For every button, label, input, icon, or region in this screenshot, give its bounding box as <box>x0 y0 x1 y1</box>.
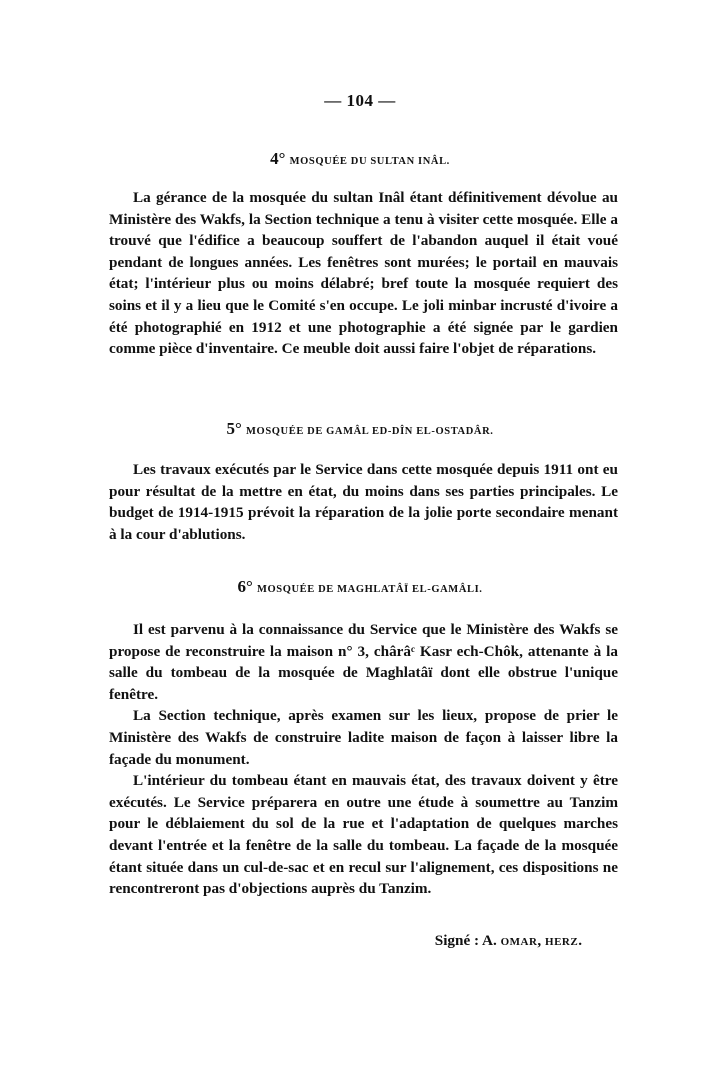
paragraph: Il est parvenu à la connaissance du Service que le Ministère des Wakfs se propose de reconstruire la maison n° 3, chârâᶜ Kasr ech-Chôk, attenante à la salle du tombeau de la mosquée de Maghlatâï dont elle obstrue l'unique fenêtre. <box>109 621 618 703</box>
section-heading-number: 6° <box>237 577 253 596</box>
section-body-4 <box>109 187 618 360</box>
signature-name-herz: HERZ <box>545 936 579 948</box>
page-number: — 104 — <box>324 91 396 110</box>
section-heading-number: 4° <box>270 149 286 168</box>
signature: Signé : A. OMAR, HERZ. <box>434 932 582 949</box>
section-heading-5 <box>0 419 720 439</box>
paragraph: L'intérieur du tombeau étant en mauvais état, des travaux doivent y être exécutés. Le Service préparera en outre une étude à soumettre au Tanzim pour le déblaiement du sol de la rue et l'adaptation de quelques marches devant l'entrée et la fenêtre de la salle du tombeau. La façade de la mosquée étant située dans un cul-de-sac et en recul sur l'alignement, ces dispositions ne rencontreront pas d'objections auprès du Tanzim. <box>109 772 618 898</box>
paragraph: Les travaux exécutés par le Service dans cette mosquée depuis 1911 ont eu pour résultat de la mettre en état, du moins dans ses parties principales. Le budget de 1914-1915 prévoit la réparation de la jolie porte secondaire menant à la cour d'ablutions. <box>109 461 618 543</box>
section-heading-6 <box>0 577 720 597</box>
paragraph: La gérance de la mosquée du sultan Inâl étant définitivement dévolue au Ministère des Wakfs, la Section technique a tenu à visiter cette mosquée. Elle a trouvé que l'édifice a beaucoup souffert de l'abandon auquel il était voué pendant de longues années. Les fenêtres sont murées; le portail en mauvais état; l'intérieur plus ou moins délabré; bref toute la mosquée requiert des soins et il y a lieu que le Comité s'en occupe. Le joli minbar incrusté d'ivoire a été photographié en 1912 et une photographie a été signée par le gardien comme pièce d'inventaire. Ce meuble doit aussi faire l'objet de réparations. <box>109 189 618 358</box>
section-body-6 <box>109 619 618 900</box>
section-heading-title: MOSQUÉE DE MAGHLATÂÏ EL-GAMÂLI. <box>257 584 483 595</box>
paragraph: La Section technique, après examen sur les lieux, propose de prier le Ministère des Wakfs de construire ladite maison de façon à laisser libre la façade du monument. <box>109 707 618 768</box>
section-heading-title: MOSQUÉE DE GAMÂL ED-DÎN EL-OSTADÂR. <box>246 426 494 437</box>
signature-name-omar: OMAR <box>500 936 538 948</box>
section-heading-4 <box>0 149 720 169</box>
section-heading-title: MOSQUÉE DU SULTAN INÂL. <box>289 156 450 167</box>
section-body-5 <box>109 459 618 545</box>
section-heading-number: 5° <box>226 419 242 438</box>
